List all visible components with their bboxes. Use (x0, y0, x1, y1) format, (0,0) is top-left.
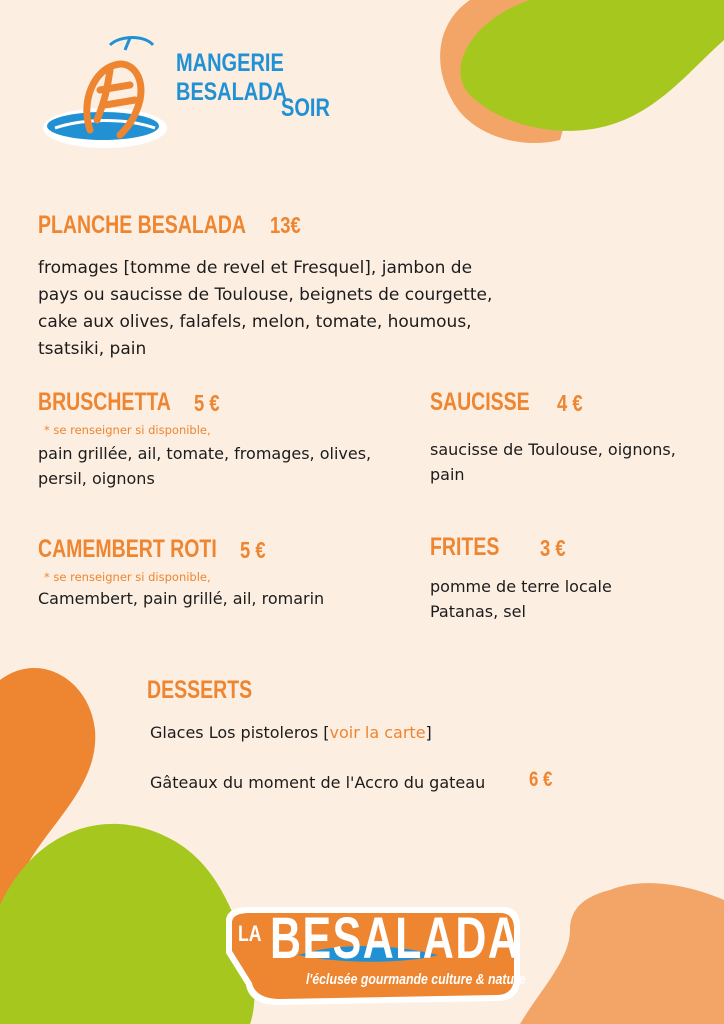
planche-price: 13€ (270, 212, 301, 238)
saucisse-name: SAUCISSE (430, 388, 530, 416)
frites-desc-line: Patanas, sel (430, 602, 526, 621)
footer-logo (218, 893, 526, 1011)
bruschetta-note: * se renseigner si disponible, (44, 423, 211, 437)
bruschetta-desc-line: pain grillée, ail, tomate, fromages, olives, (38, 444, 372, 463)
saucisse-description (430, 437, 720, 487)
planche-desc-line: cake aux olives, falafels, melon, tomate, houmous, (38, 312, 472, 332)
footer-logo-tagline: l'éclusée gourmande culture & nature (306, 971, 526, 988)
gateaux-price: 6 € (529, 768, 553, 791)
title-line-2: SOIR (281, 94, 330, 122)
desserts-glaces (150, 720, 432, 745)
bruschetta-description (38, 441, 418, 491)
frites-description (430, 574, 720, 624)
camembert-description (38, 586, 418, 611)
saucisse-desc-line: pain (430, 465, 465, 484)
camembert-desc-line: Camembert, pain grillé, ail, romarin (38, 589, 325, 608)
glaces-text: Glaces Los pistoleros (150, 723, 324, 742)
gateaux-text: Gâteaux du moment de l'Accro du gateau (150, 773, 486, 792)
desserts-gateaux (150, 770, 485, 795)
glaces-bracket-open: [ (323, 723, 330, 742)
bruschetta-name: BRUSCHETTA (38, 388, 171, 416)
footer-logo-name: BESALADA (270, 906, 521, 971)
glaces-bracket-close: ] (425, 723, 432, 742)
planche-description (38, 255, 578, 363)
desserts-heading: DESSERTS (147, 676, 253, 704)
green-blob-top (460, 0, 724, 131)
frites-price: 3 € (540, 535, 566, 561)
camembert-price: 5 € (240, 537, 266, 563)
logo-drawing (35, 30, 185, 155)
camembert-name: CAMEMBERT ROTI (38, 535, 217, 563)
planche-name: PLANCHE BESALADA (38, 211, 247, 239)
planche-desc-line: tsatsiki, pain (38, 339, 147, 359)
footer-logo-la: LA (238, 921, 262, 946)
peach-blob-bottom (520, 883, 724, 1024)
camembert-note: * se renseigner si disponible, (44, 570, 211, 584)
frites-name: FRITES (430, 533, 500, 561)
bruschetta-price: 5 € (194, 390, 220, 416)
saucisse-price: 4 € (557, 390, 583, 416)
glaces-menu-link[interactable]: voir la carte (329, 723, 426, 742)
saucisse-desc-line: saucisse de Toulouse, oignons, (430, 440, 676, 459)
green-blob-bottom (0, 824, 254, 1024)
bruschetta-desc-line: persil, oignons (38, 469, 155, 488)
frites-desc-line: pomme de terre locale (430, 577, 612, 596)
title-line-1: MANGERIE BESALADA (176, 49, 288, 106)
planche-desc-line: fromages [tomme de revel et Fresquel], jambon de (38, 258, 473, 278)
planche-desc-line: pays ou saucisse de Toulouse, beignets de courgette, (38, 285, 493, 305)
